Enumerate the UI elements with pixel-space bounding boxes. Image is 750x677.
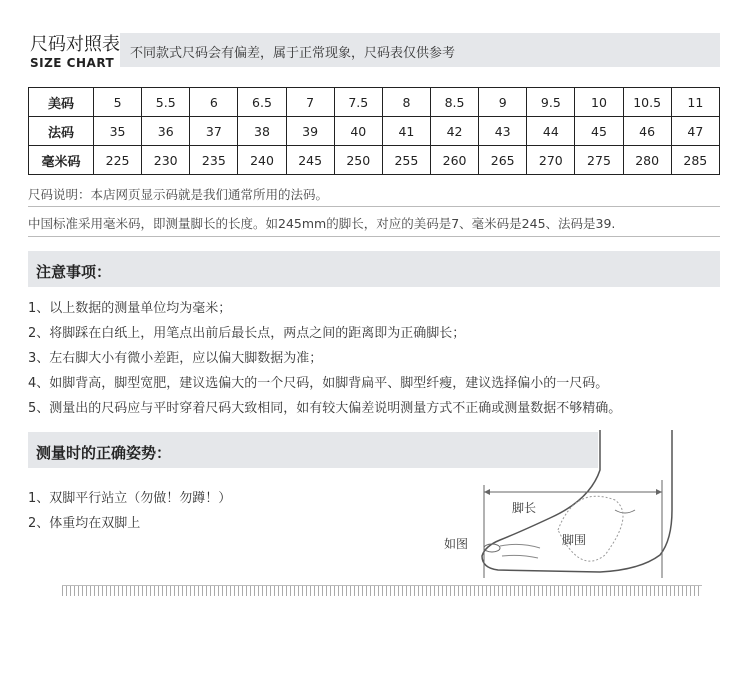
size-cell: 285: [671, 146, 719, 175]
attention-title: 注意事项：: [36, 263, 112, 281]
size-cell: 260: [430, 146, 478, 175]
attention-item: 3、左右脚大小有微小差距，应以偏大脚数据为准；: [28, 351, 323, 366]
size-cell: 41: [382, 117, 430, 146]
size-cell: 250: [334, 146, 382, 175]
example-label: 如图: [444, 537, 469, 551]
size-cell: 39: [286, 117, 334, 146]
size-cell: 43: [479, 117, 527, 146]
size-row: [29, 88, 720, 117]
divider: [28, 206, 720, 207]
arrow-head-left: [484, 489, 490, 495]
size-cell: 47: [671, 117, 719, 146]
standard-note: 中国标准采用毫米码，即测量脚长的长度。如245mm的脚长，对应的美码是7、毫米码是245、法码是39.: [28, 216, 616, 231]
posture-item: 2、体重均在双脚上: [28, 516, 141, 531]
title-note: 不同款式尺码会有偏差，属于正常现象，尺码表仅供参考: [130, 46, 456, 61]
size-cell: 5: [94, 88, 142, 117]
size-cell: 5.5: [142, 88, 190, 117]
size-cell: 9.5: [527, 88, 575, 117]
size-cell: 38: [238, 117, 286, 146]
size-cell: 6: [190, 88, 238, 117]
size-cell: 235: [190, 146, 238, 175]
attention-section-bar: [28, 251, 720, 287]
size-row-label: 美码: [29, 88, 94, 117]
size-cell: 275: [575, 146, 623, 175]
size-cell: 42: [430, 117, 478, 146]
size-cell: 10: [575, 88, 623, 117]
size-cell: 7: [286, 88, 334, 117]
foot-measurement-illustration: [440, 430, 730, 580]
page-subtitle: SIZE CHART: [30, 56, 115, 70]
size-cell: 270: [527, 146, 575, 175]
size-cell: 10.5: [623, 88, 671, 117]
size-cell: 280: [623, 146, 671, 175]
size-cell: 8: [382, 88, 430, 117]
attention-item: 4、如脚背高，脚型宽肥，建议选偏大的一个尺码，如脚背扁平、脚型纤瘦，建议选择偏小的一尺码。: [28, 376, 609, 391]
size-cell: 230: [142, 146, 190, 175]
size-cell: 37: [190, 117, 238, 146]
size-cell: 265: [479, 146, 527, 175]
size-cell: 7.5: [334, 88, 382, 117]
foot-length-label: 脚长: [512, 501, 537, 515]
attention-item: 1、以上数据的测量单位均为毫米；: [28, 301, 232, 316]
size-cell: 255: [382, 146, 430, 175]
posture-title: 测量时的正确姿势：: [36, 444, 172, 462]
size-row: [29, 146, 720, 175]
size-cell: 9: [479, 88, 527, 117]
divider: [28, 236, 720, 237]
page-title: 尺码对照表: [30, 34, 120, 55]
attention-item: 5、测量出的尺码应与平时穿着尺码大致相同，如有较大偏差说明测量方式不正确或测量数据不够精确。: [28, 401, 622, 416]
size-cell: 240: [238, 146, 286, 175]
toe-line: [502, 555, 538, 558]
size-chart-table: [28, 87, 720, 175]
size-row-label: 法码: [29, 117, 94, 146]
size-cell: 40: [334, 117, 382, 146]
size-note: 尺码说明：本店网页显示码就是我们通常所用的法码。: [28, 187, 329, 202]
size-cell: 44: [527, 117, 575, 146]
size-cell: 46: [623, 117, 671, 146]
size-cell: 35: [94, 117, 142, 146]
size-cell: 225: [94, 146, 142, 175]
size-cell: 245: [286, 146, 334, 175]
toe-line: [500, 544, 540, 548]
size-cell: 11: [671, 88, 719, 117]
size-cell: 36: [142, 117, 190, 146]
size-row: [29, 117, 720, 146]
size-cell: 6.5: [238, 88, 286, 117]
foot-girth-label: 脚围: [562, 533, 587, 547]
posture-item: 1、双脚平行站立（勿做！勿蹲！）: [28, 491, 232, 506]
size-cell: 8.5: [430, 88, 478, 117]
attention-item: 2、将脚踩在白纸上，用笔点出前后最长点，两点之间的距离即为正确脚长；: [28, 326, 466, 341]
size-cell: 45: [575, 117, 623, 146]
size-row-label: 毫米码: [29, 146, 94, 175]
ruler-ticks: [62, 586, 702, 596]
